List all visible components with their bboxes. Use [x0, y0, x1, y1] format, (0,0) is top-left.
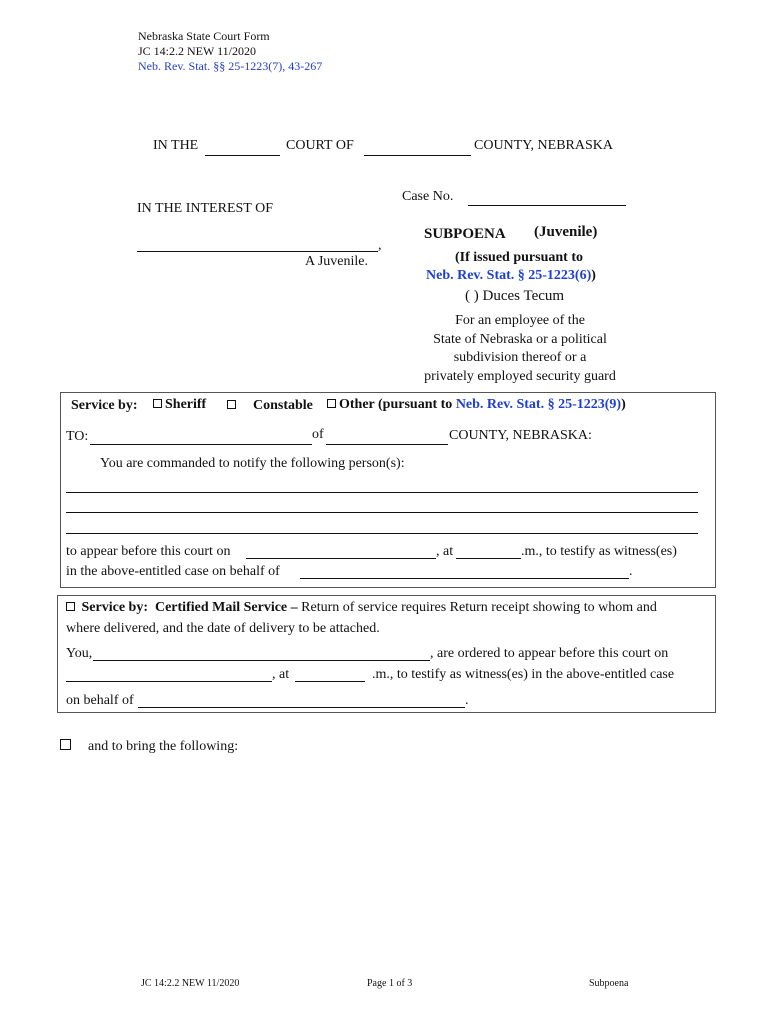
- to-county-field[interactable]: [326, 444, 448, 445]
- caption-comma: ,: [378, 238, 382, 253]
- persons-line-3[interactable]: [66, 533, 698, 534]
- persons-line-1[interactable]: [66, 492, 698, 493]
- to-name-field[interactable]: [90, 444, 312, 445]
- footer-title: Subpoena: [589, 978, 629, 989]
- other-checkbox[interactable]: [327, 399, 336, 408]
- appear-time-field[interactable]: [456, 558, 521, 559]
- county-nebraska-label: COUNTY, NEBRASKA: [474, 138, 613, 153]
- title-statute-line: [426, 268, 596, 284]
- footer-form-code: JC 14:2.2 NEW 11/2020: [141, 978, 240, 989]
- certified-line-1: [66, 600, 657, 616]
- bring-following-checkbox[interactable]: [60, 739, 71, 750]
- testify-label: .m., to testify as witness(es): [521, 544, 677, 559]
- certified-testify-label: .m., to testify as witness(es) in the above-entitled case: [372, 667, 675, 682]
- other-label: Other (pursuant to: [339, 397, 453, 412]
- persons-line-2[interactable]: [66, 512, 698, 513]
- certified-mail-label: Certified Mail Service –: [154, 600, 298, 615]
- employee-line-1: For an employee of the: [455, 313, 585, 328]
- constable-label: Constable: [253, 398, 313, 413]
- certified-at-label: , at: [272, 667, 290, 682]
- entitled-case-period: .: [629, 564, 633, 579]
- of-label: of: [312, 427, 324, 442]
- duces-tecum-option[interactable]: ( ) Duces Tecum: [465, 288, 565, 304]
- form-name: Nebraska State Court Form: [138, 29, 270, 43]
- employee-description: [400, 312, 640, 386]
- juvenile-label: A Juvenile.: [305, 254, 368, 269]
- in-the-label: IN THE: [153, 138, 199, 153]
- in-interest-of-label: IN THE INTEREST OF: [137, 201, 273, 216]
- title-statute-link[interactable]: Neb. Rev. Stat. § 25-1223(6): [426, 268, 592, 283]
- subpoena-title: SUBPOENA: [424, 226, 506, 242]
- certified-mail-checkbox[interactable]: [66, 602, 75, 611]
- certified-time-field[interactable]: [295, 681, 365, 682]
- appear-at-label: , at: [436, 544, 454, 559]
- employee-line-2: State of Nebraska or a political: [433, 331, 607, 347]
- you-name-field[interactable]: [93, 660, 430, 661]
- certified-behalf-period: .: [465, 693, 469, 708]
- other-option[interactable]: [327, 397, 626, 413]
- commanded-text: You are commanded to notify the following person(s):: [100, 456, 405, 471]
- constable-checkbox[interactable]: [227, 400, 236, 409]
- footer-page-number: Page 1 of 3: [367, 978, 413, 989]
- certified-behalf-field[interactable]: [138, 707, 465, 708]
- sheriff-checkbox[interactable]: [153, 399, 162, 408]
- case-number-field[interactable]: [468, 205, 626, 206]
- service-by-label: Service by:: [71, 398, 138, 413]
- appear-date-field[interactable]: [246, 558, 436, 559]
- bring-following-label: and to bring the following:: [88, 739, 239, 754]
- employee-line-4: privately employed security guard: [424, 368, 616, 384]
- sheriff-label: Sheriff: [165, 397, 207, 412]
- entitled-case-label: in the above-entitled case on behalf of: [66, 564, 280, 579]
- certified-behalf-label: on behalf of: [66, 693, 134, 708]
- county-name-field[interactable]: [364, 155, 471, 156]
- certified-date-field[interactable]: [66, 681, 272, 682]
- sheriff-option[interactable]: [153, 397, 206, 413]
- juvenile-subtitle: (Juvenile): [534, 224, 598, 240]
- if-issued-label: (If issued pursuant to: [455, 250, 583, 265]
- certified-line-2: where delivered, and the date of delivery to be attached.: [66, 621, 380, 636]
- appear-before-label: to appear before this court on: [66, 544, 231, 559]
- other-statute-link[interactable]: Neb. Rev. Stat. § 25-1223(9): [455, 397, 622, 412]
- form-code: JC 14:2.2 NEW 11/2020: [138, 44, 257, 58]
- constable-option[interactable]: [227, 398, 313, 414]
- ordered-label: , are ordered to appear before this court on: [430, 646, 669, 661]
- return-receipt-text: Return of service requires Return receipt showing to whom and: [301, 600, 657, 615]
- juvenile-name-field[interactable]: [137, 251, 378, 252]
- certified-service-by-label: Service by:: [81, 600, 148, 615]
- court-name-field[interactable]: [205, 155, 280, 156]
- bring-following-option[interactable]: [60, 739, 238, 755]
- other-close-paren: ): [621, 397, 626, 412]
- case-no-label: Case No.: [402, 189, 454, 204]
- to-county-nebraska-label: COUNTY, NEBRASKA:: [449, 428, 592, 443]
- employee-line-3: subdivision thereof or a: [453, 350, 587, 365]
- statute-reference-link[interactable]: Neb. Rev. Stat. §§ 25-1223(7), 43-267: [138, 59, 323, 73]
- to-label: TO:: [66, 429, 89, 444]
- title-close-paren: ): [591, 268, 596, 283]
- court-of-label: COURT OF: [286, 138, 354, 153]
- you-label: You,: [66, 646, 93, 661]
- behalf-of-field[interactable]: [300, 578, 629, 579]
